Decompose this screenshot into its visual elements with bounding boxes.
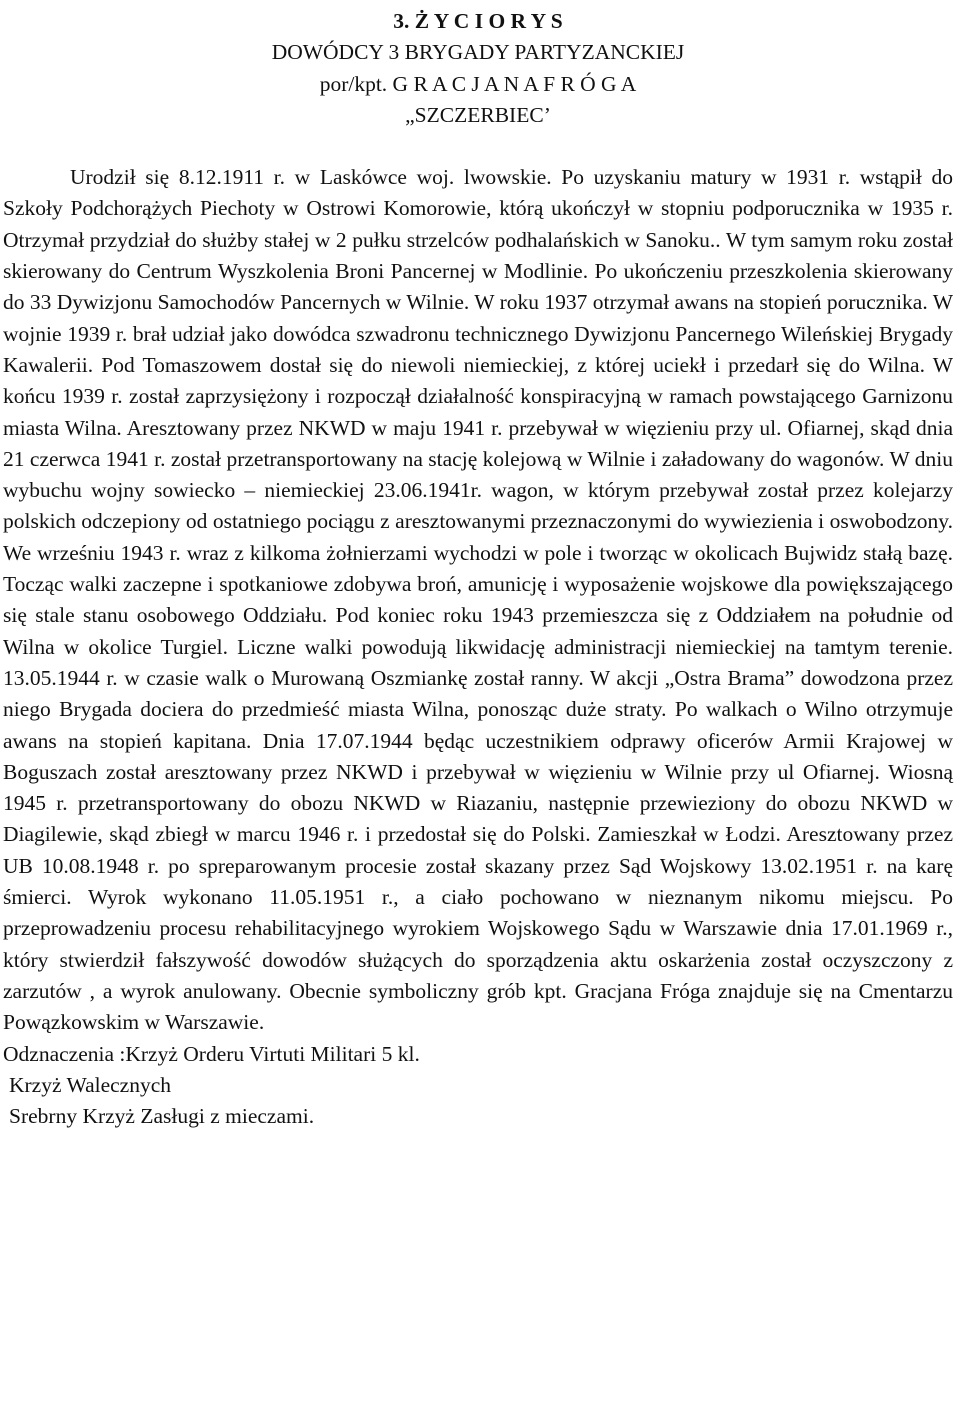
decoration-item: Odznaczenia :Krzyż Orderu Virtuti Militari 5 kl. bbox=[3, 1041, 420, 1066]
decorations-list bbox=[3, 1039, 953, 1133]
title-person-name: por/kpt. G R A C J A N A F R Ó G A bbox=[319, 71, 637, 96]
title-subtitle: DOWÓDCY 3 BRYGADY PARTYZANCKIEJ bbox=[271, 40, 685, 65]
decoration-item: Krzyż Walecznych bbox=[9, 1072, 172, 1097]
title-pseudonym: „SZCZERBIEC’ bbox=[405, 102, 551, 127]
biography-paragraph: Urodził się 8.12.1911 r. w Laskówce woj. lwowskie. Po uzyskaniu matury w 1931 r. wstąpił do Szkoły Podchorążych Piechoty w Ostrowi Komorowie, którą ukończył w stopniu podporucznika w 1935 r. Otrzymał przydział do służby stałej w 2 pułku strzelców podhalańskich w Sanoku.. W tym samym roku został skierowany do Centrum Wyszkolenia Broni Pancernej w Modlinie. Po ukończeniu przeszkolenia skierowany do 33 Dywizjonu Samochodów Pancernych w Wilnie. W roku 1937 otrzymał awans na stopień porucznika. W wojnie 1939 r. brał udział jako dowódca szwadronu technicznego Dywizjonu Pancernego Wileńskiej Brygady Kawalerii. Pod Tomaszowem dostał się do niewoli niemieckiej, z której uciekł i przedarł się do Wilna. W końcu 1939 r. został zaprzysiężony i rozpoczął działalność konspiracyjną w ramach powstającego Garnizonu miasta Wilna. Aresztowany przez NKWD w maju 1941 r. przebywał w więzieniu przy ul. Ofiarnej, skąd dnia 21 czerwca 1941 r. został przetransportowany na stację kolejową w Wilnie i załadowany do wagonów. W dniu wybuchu wojny sowiecko – niemieckiej 23.06.1941r. wagon, w którym przebywał został przez kolejarzy polskich odczepiony od ostatniego pociągu z aresztowanymi przeznaczonymi do wywiezienia i oswobodzony. We wrześniu 1943 r. wraz z kilkoma żołnierzami wychodzi w pole i tworząc w okolicach Bujwidz stałą bazę. Tocząc walki zaczepne i spotkaniowe zdobywa broń, amunicję i wyposażenie wojskowe dla powiększającego się stale stanu osobowego Oddziału. Pod koniec roku 1943 przemieszcza się z Oddziałem na południe od Wilna w okolice Turgiel. Liczne walki powodują likwidację administracji niemieckiej na tamtym terenie. 13.05.1944 r. w czasie walk o Murowaną Oszmiankę został ranny. W akcji „Ostra Brama” dowodzona przez niego Brygada dociera do przedmieść miasta Wilna, ponosząc duże straty. Po walkach o Wilno otrzymuje awans na stopień kapitana. Dnia 17.07.1944 będąc uczestnikiem odprawy oficerów Armii Krajowej w Boguszach został aresztowany przez NKWD i przebywał w więzieniu w Wilnie przy ul Ofiarnej. Wiosną 1945 r. przetransportowany do obozu NKWD w Riazaniu, następnie przewieziony do obozu NKWD w Diagilewie, skąd zbiegł w marcu 1946 r. i przedostał się do Polski. Zamieszkał w Łodzi. Aresztowany przez UB 10.08.1948 r. po spreparowanym procesie został skazany przez Sąd Wojskowy 13.02.1951 r. na karę śmierci. Wyrok wykonano 11.05.1951 r., a ciało pochowano w nieznanym nikomu miejscu. Po przeprowadzeniu procesu rehabilitacyjnego wyrokiem Wojskowego Sądu w Warszawie dnia 17.01.1969 r., który stwierdził fałszywość dowodów służących do sporządzenia aktu oskarżenia został oczyszczony z zarzutów , a wyrok anulowany. Obecnie symboliczny grób kpt. Gracjana Fróga znajduje się na Cmentarzu Powązkowskim w Warszawie. bbox=[3, 165, 953, 1035]
decoration-item: Srebrny Krzyż Zasługi z mieczami. bbox=[9, 1104, 315, 1129]
document-title bbox=[3, 6, 953, 131]
title-heading: 3. Ż Y C I O R Y S bbox=[393, 9, 563, 33]
